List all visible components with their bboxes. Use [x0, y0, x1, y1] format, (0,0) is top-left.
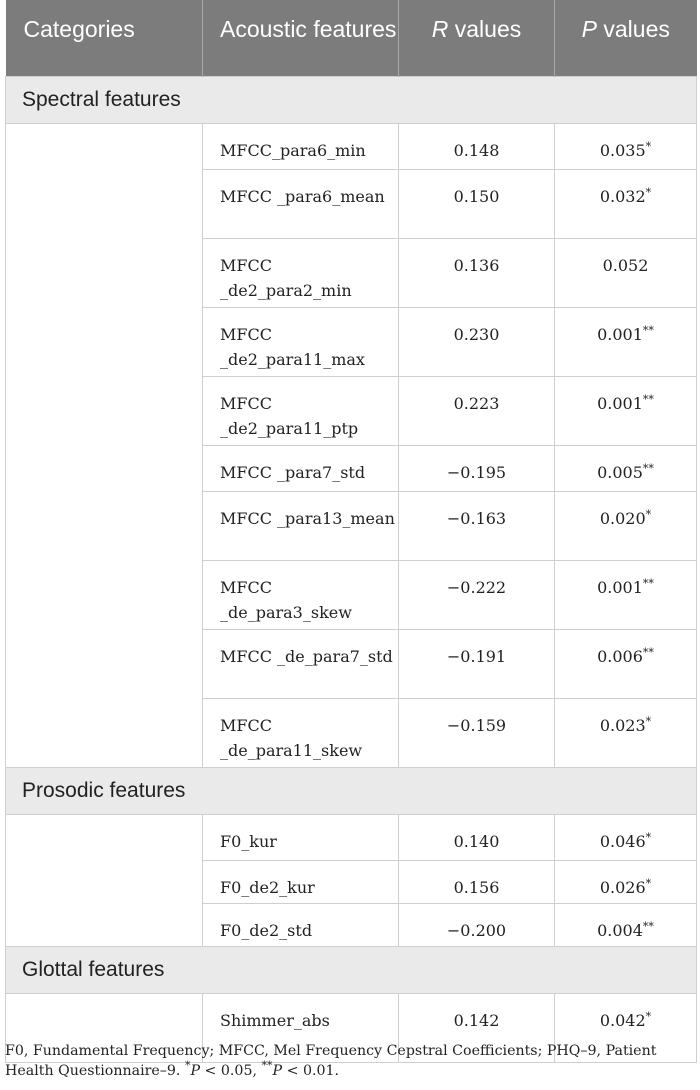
- category-cell: [6, 491, 203, 560]
- footnote-p-letter: P: [272, 1063, 283, 1079]
- footnote-line-1: F0, Fundamental Frequency; MFCC, Mel Frequency Cepstral Coefficients; PHQ–9, Patient: [5, 1043, 657, 1059]
- table-row: [6, 860, 697, 903]
- category-cell: [6, 560, 203, 629]
- significance-mark: *: [645, 507, 652, 521]
- significance-mark: *: [645, 185, 652, 199]
- p-value: 0.001: [597, 577, 643, 597]
- p-value-cell: [555, 860, 697, 903]
- section-row: [6, 76, 697, 123]
- feature-cell: MFCC _para6_mean: [203, 169, 399, 238]
- p-value-cell: [555, 629, 697, 698]
- significance-mark: **: [642, 576, 654, 590]
- category-cell: [6, 445, 203, 491]
- feature-cell: F0_kur: [203, 814, 399, 860]
- category-cell: [6, 903, 203, 946]
- significance-mark: *: [645, 830, 652, 844]
- header-categories: Categories: [6, 0, 203, 76]
- feature-cell: F0_de2_kur: [203, 860, 399, 903]
- category-cell: [6, 123, 203, 169]
- table-row: [6, 376, 697, 445]
- category-cell: [6, 698, 203, 767]
- feature-cell: MFCC_para6_min: [203, 123, 399, 169]
- feature-cell: MFCC _para13_mean: [203, 491, 399, 560]
- p-value-cell: [555, 307, 697, 376]
- p-value: 0.023: [599, 715, 646, 735]
- section-title: Glottal features: [6, 946, 697, 993]
- footnote-sig-mark: **: [261, 1059, 273, 1072]
- header-r-values: [399, 0, 555, 76]
- p-value-cell: [555, 491, 697, 560]
- section-title: Spectral features: [6, 76, 697, 123]
- significance-mark: *: [645, 714, 652, 728]
- significance-mark: **: [642, 645, 654, 659]
- footnote-sig-mark: *: [184, 1059, 191, 1072]
- footnote-p-letter: P: [190, 1063, 200, 1079]
- feature-cell: MFCC _de_para11_skew: [203, 698, 399, 767]
- table-row: [6, 307, 697, 376]
- feature-cell: MFCC _de2_para2_min: [203, 238, 399, 307]
- table-row: [6, 123, 697, 169]
- r-value-cell: 0.142: [399, 993, 555, 1062]
- category-cell: [6, 629, 203, 698]
- category-cell: [6, 376, 203, 445]
- table-footnote: [5, 1041, 685, 1081]
- table-row: [6, 491, 697, 560]
- r-value-cell: −0.191: [399, 629, 555, 698]
- footnote-line-2: [5, 1061, 685, 1081]
- table-row: [6, 698, 697, 767]
- p-value: 0.052: [602, 255, 649, 275]
- p-value-cell: [555, 698, 697, 767]
- p-value: 0.005: [597, 462, 643, 482]
- r-value-cell: 0.136: [399, 238, 555, 307]
- p-value: 0.020: [599, 508, 646, 528]
- r-value-cell: 0.150: [399, 169, 555, 238]
- feature-cell: MFCC _de2_para11_ptp: [203, 376, 399, 445]
- section-title: Prosodic features: [6, 767, 697, 814]
- r-value-cell: −0.163: [399, 491, 555, 560]
- header-acoustic-features: Acoustic features: [203, 0, 399, 76]
- p-value: 0.035: [599, 140, 646, 160]
- significance-mark: **: [642, 392, 654, 406]
- p-value-cell: [555, 903, 697, 946]
- r-letter: R: [431, 16, 449, 42]
- table-row: [6, 169, 697, 238]
- p-value: 0.004: [597, 920, 643, 940]
- footnote-text: < 0.01.: [282, 1063, 340, 1079]
- p-value: 0.046: [599, 831, 646, 851]
- table-row: [6, 903, 697, 946]
- p-letter: P: [581, 16, 597, 42]
- r-values-label: values: [448, 16, 522, 42]
- feature-cell: MFCC _de_para7_std: [203, 629, 399, 698]
- section-row: [6, 946, 697, 993]
- feature-cell: F0_de2_std: [203, 903, 399, 946]
- significance-mark: *: [645, 876, 652, 890]
- feature-cell: MFCC _de2_para11_max: [203, 307, 399, 376]
- significance-mark: *: [645, 139, 652, 153]
- table-row: [6, 445, 697, 491]
- p-value-cell: [555, 169, 697, 238]
- category-cell: [6, 814, 203, 860]
- p-value: 0.001: [597, 393, 643, 413]
- feature-cell: MFCC _para7_std: [203, 445, 399, 491]
- p-value: 0.006: [597, 646, 643, 666]
- significance-mark: *: [645, 1009, 652, 1023]
- table-row: [6, 629, 697, 698]
- p-value: 0.026: [599, 877, 646, 897]
- correlation-table: [5, 0, 697, 1063]
- significance-mark: **: [642, 919, 654, 933]
- p-value: 0.032: [599, 186, 646, 206]
- p-value-cell: [555, 123, 697, 169]
- r-value-cell: −0.200: [399, 903, 555, 946]
- r-value-cell: 0.148: [399, 123, 555, 169]
- p-value-cell: [555, 445, 697, 491]
- feature-cell: MFCC _de_para3_skew: [203, 560, 399, 629]
- r-value-cell: −0.159: [399, 698, 555, 767]
- category-cell: [6, 169, 203, 238]
- p-value: 0.042: [599, 1010, 646, 1030]
- table-row: [6, 814, 697, 860]
- table-row: [6, 560, 697, 629]
- feature-cell: Shimmer_abs: [203, 993, 399, 1062]
- p-value: 0.001: [597, 324, 643, 344]
- r-value-cell: 0.230: [399, 307, 555, 376]
- p-value-cell: [555, 560, 697, 629]
- footnote-text: < 0.05,: [199, 1063, 262, 1079]
- r-value-cell: 0.223: [399, 376, 555, 445]
- category-cell: [6, 307, 203, 376]
- r-value-cell: −0.222: [399, 560, 555, 629]
- footnote-text: Health Questionnaire–9.: [5, 1063, 185, 1079]
- r-value-cell: 0.140: [399, 814, 555, 860]
- category-cell: [6, 860, 203, 903]
- header-row: [6, 0, 697, 76]
- table-row: [6, 238, 697, 307]
- p-value-cell: [555, 814, 697, 860]
- p-values-label: values: [596, 16, 670, 42]
- r-value-cell: 0.156: [399, 860, 555, 903]
- section-row: [6, 767, 697, 814]
- header-p-values: [555, 0, 697, 76]
- p-value-cell: [555, 238, 697, 307]
- category-cell: [6, 238, 203, 307]
- p-value-cell: [555, 376, 697, 445]
- r-value-cell: −0.195: [399, 445, 555, 491]
- significance-mark: **: [642, 323, 654, 337]
- significance-mark: **: [642, 461, 654, 475]
